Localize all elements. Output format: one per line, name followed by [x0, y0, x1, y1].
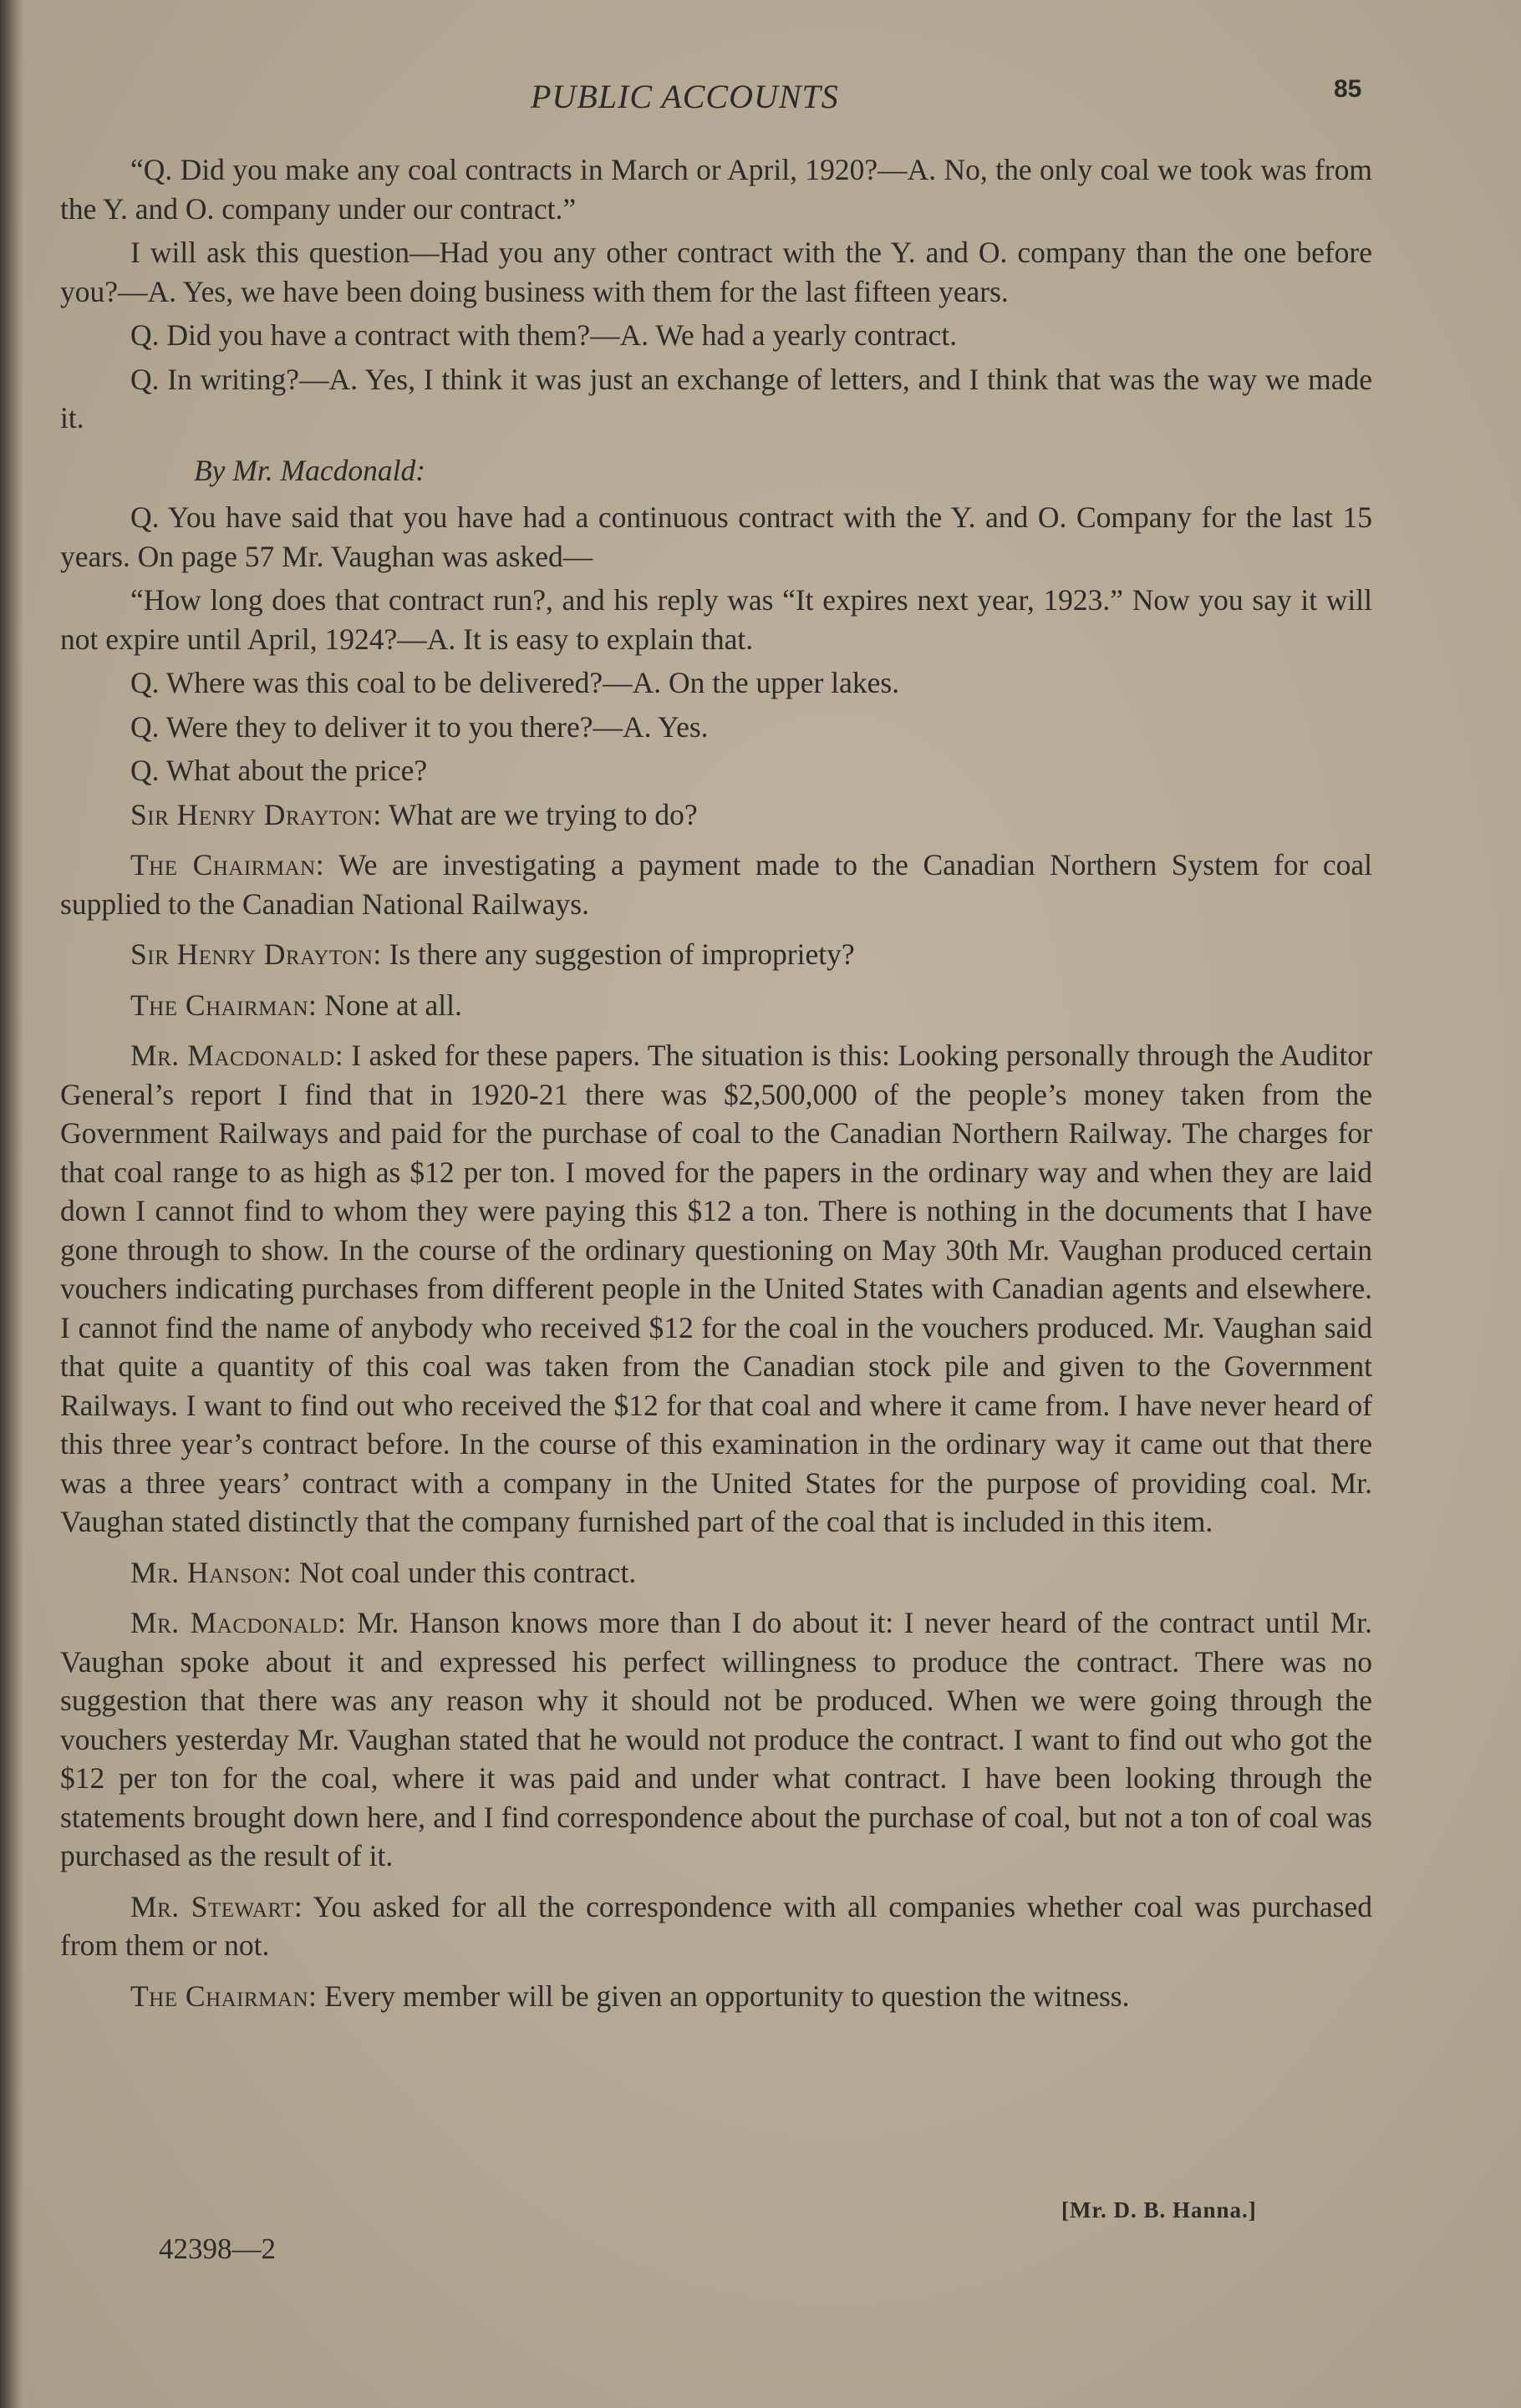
- speech: [60, 986, 1372, 1025]
- witness-name: [Mr. D. B. Hanna.]: [1061, 2197, 1257, 2223]
- speech: [60, 795, 1372, 835]
- body-text: [60, 150, 1372, 2020]
- paragraph: Q. In writing?—A. Yes, I think it was just an exchange of letters, and I think that was the way we made it.: [60, 362, 1372, 434]
- speech: [60, 1887, 1372, 1965]
- speech: [60, 935, 1372, 974]
- speaker-name: Mr. Macdonald:: [130, 1039, 344, 1072]
- speech: [60, 846, 1372, 923]
- speaker-name: The Chairman:: [130, 1979, 318, 2013]
- speaker-name: Mr. Stewart:: [130, 1889, 303, 1923]
- speech-text: I asked for these papers. The situation is this: Looking personally through the Auditor General’s report I find that in 1920-21 there was $2,500,000 of the people’s money taken from the Government Railways and paid for the purchase of coal to the Canadian Northern Railway. The charges for that coal range to as high as $12 per ton. I moved for the papers in the ordinary way and when they are laid down I cannot find to whom they were paying this $12 a ton. There is nothing in the documents that I have gone through to show. In the course of the ordinary questioning on May 30th Mr. Vaughan produced certain vouchers indicating purchases from different people in the United States with Canadian agents and elsewhere. I cannot find the name of anybody who received $12 for the coal in the vouchers produced. Mr. Vaughan said that quite a quantity of this coal was taken from the Canadian stock pile and given to the Government Railways. I want to find out who received the $12 for that coal and where it came from. I have never heard of this three year’s contract before. In the course of this examination in the ordinary way it came out that there was a three years’ contract with a company in the United States for the purpose of providing coal. Mr. Vaughan stated distinctly that the company furnished part of the coal that is included in this item.: [60, 1039, 1372, 1538]
- printer-signature: 42398—2: [159, 2233, 276, 2265]
- quoted-question: “Q. Did you make any coal contracts in March or April, 1920?—A. No, the only coal we took was from the Y. and O. company under our contract.”: [60, 153, 1372, 226]
- paragraph: Q. Did you have a contract with them?—A. We had a yearly contract.: [130, 318, 958, 352]
- speech-text: Mr. Hanson knows more than I do about it: I never heard of the contract until Mr. Vaughan spoke about it and expressed his perfect willingness to produce the contract. There was no suggestion that there was any reason why it should not be produced. When we were going through the vouchers yesterday Mr. Vaughan stated that he would not produce the contract. I want to find out who got the $12 per ton for the coal, where it was paid and under what contract. I have been looking through the statements brought down here, and I find correspondence about the purchase of coal, but not a ton of coal was purchased as the result of it.: [60, 1606, 1372, 1872]
- speaker-name: The Chairman:: [130, 848, 325, 881]
- speech: [60, 1553, 1372, 1593]
- paragraph: Q. Where was this coal to be delivered?—A. On the upper lakes.: [130, 666, 900, 699]
- speaker-name: Sir Henry Drayton:: [130, 937, 382, 971]
- speech: [60, 1603, 1372, 1876]
- page-number: 85: [1334, 75, 1362, 103]
- speaker-name: Mr. Macdonald:: [130, 1606, 347, 1639]
- paragraph: Q. What about the price?: [130, 754, 428, 787]
- paragraph: Q. You have said that you have had a continuous contract with the Y. and O. Company for the last 15 years. On page 57 Mr. Vaughan was asked—: [60, 500, 1372, 573]
- speech-text: We are investigating a payment made to the Canadian Northern System for coal supplied to the Canadian National Railways.: [60, 848, 1372, 921]
- running-head: [0, 77, 1521, 127]
- speech-text: You asked for all the correspondence with all companies whether coal was purchased from them or not.: [60, 1889, 1372, 1962]
- running-head-title: PUBLIC ACCOUNTS: [531, 78, 839, 115]
- speaker-name: The Chairman:: [130, 988, 318, 1022]
- paragraph: “How long does that contract run?, and his reply was “It expires next year, 1923.” Now you say it will not expire until April, 1924?—A. It is easy to explain that.: [60, 583, 1372, 656]
- speech-text: What are we trying to do?: [381, 797, 698, 831]
- examiner-heading: By Mr. Macdonald:: [194, 453, 426, 487]
- speech-text: Every member will be given an opportunity to question the witness.: [317, 1979, 1130, 2013]
- binding-gutter: [0, 0, 23, 2408]
- speaker-name: Mr. Hanson:: [130, 1555, 292, 1589]
- speech: [60, 1036, 1372, 1542]
- speech-text: Is there any suggestion of impropriety?: [381, 937, 855, 971]
- speech: [60, 1977, 1372, 2016]
- paragraph: I will ask this question—Had you any other contract with the Y. and O. company than the one before you?—A. Yes, we have been doing business with them for the last fifteen years.: [60, 236, 1372, 308]
- speech-text: Not coal under this contract.: [292, 1555, 637, 1589]
- speaker-name: Sir Henry Drayton:: [130, 797, 382, 831]
- speech-text: None at all.: [317, 988, 462, 1022]
- paragraph: Q. Were they to deliver it to you there?—A. Yes.: [130, 709, 709, 744]
